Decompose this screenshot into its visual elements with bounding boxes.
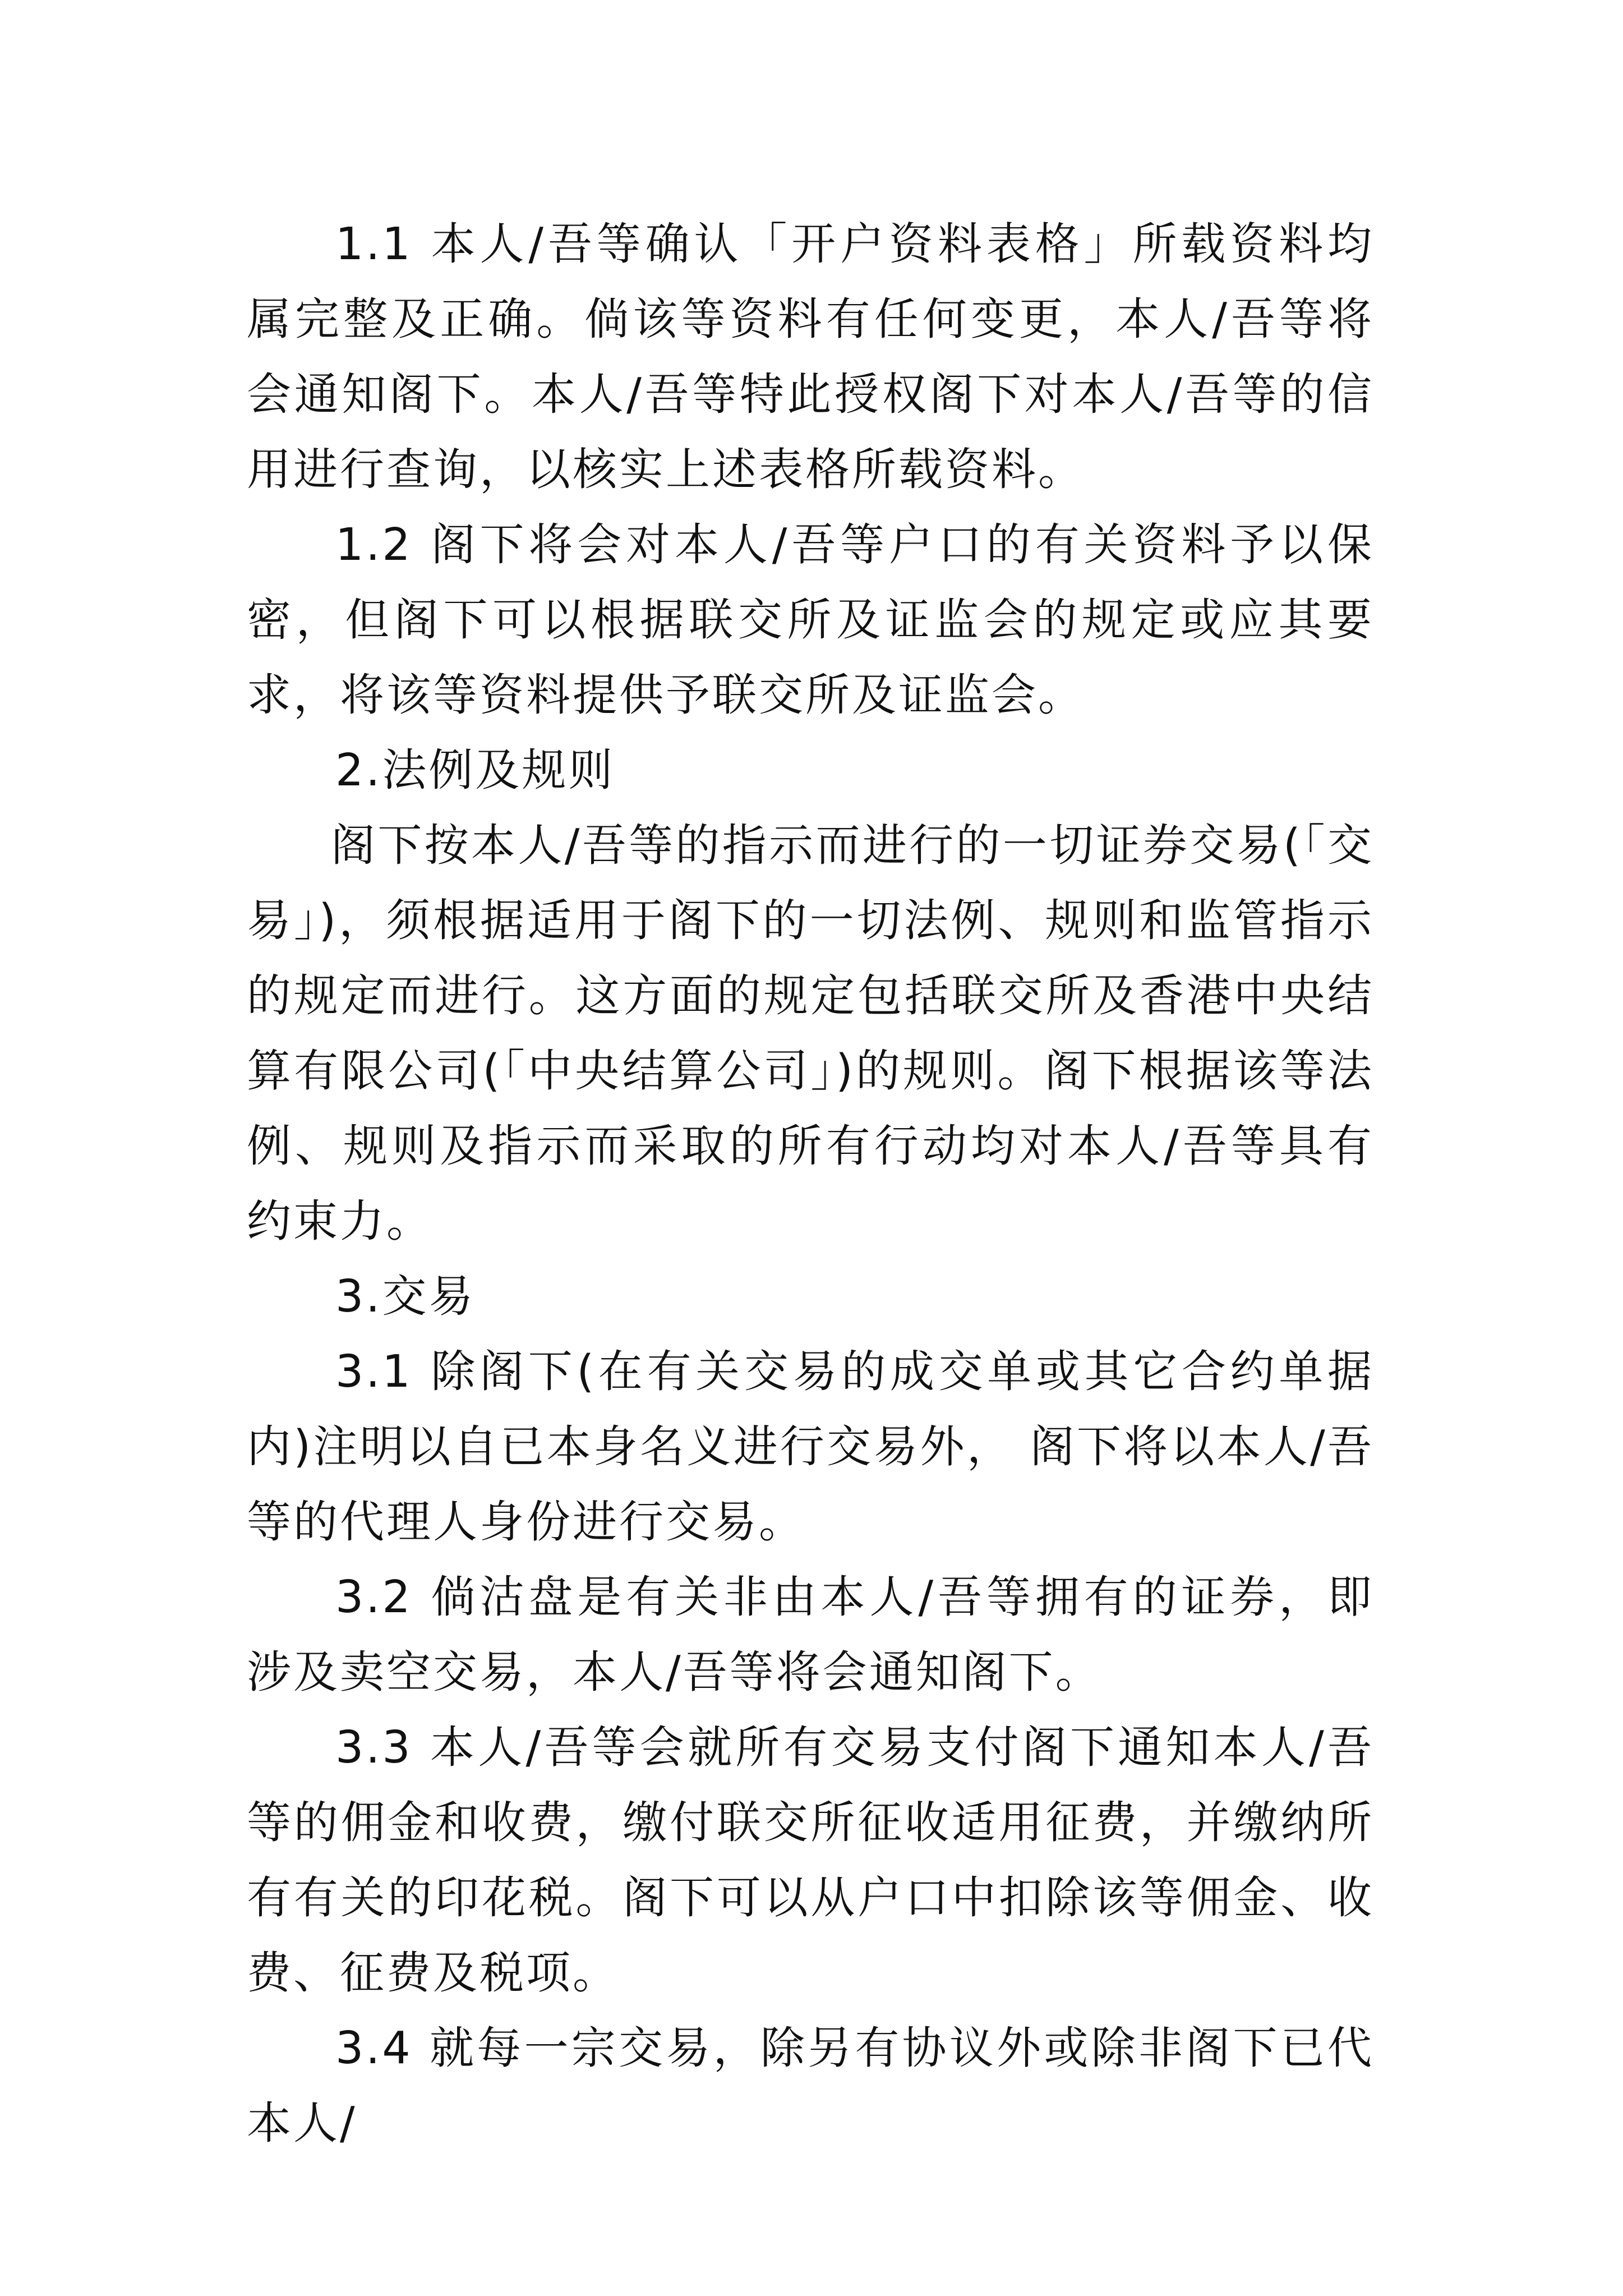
- clause-1-1: 1.1 本人/吾等确认「开户资料表格」所载资料均属完整及正确。倘该等资料有任何变更，本人/吾等将会通知阁下。本人/吾等特此授权阁下对本人/吾等的信用进行查询，以核实上述表格所载资料。: [247, 218, 1374, 495]
- section-heading-2: 2.法例及规则: [335, 744, 615, 796]
- clause-3-4: 3.4 就每一宗交易，除另有协议外或除非阁下已代本人/: [247, 2022, 1374, 2149]
- section-heading-3: 3.交易: [335, 1271, 476, 1322]
- clause-3-2: 3.2 倘沽盘是有关非由本人/吾等拥有的证券，即涉及卖空交易，本人/吾等将会通知阁下。: [247, 1571, 1374, 1698]
- clause-3-3: 3.3 本人/吾等会就所有交易支付阁下通知本人/吾等的佣金和收费，缴付联交所征收适用征费，并缴纳所有有关的印花税。阁下可以从户口中扣除该等佣金、收费、征费及税项。: [247, 1722, 1374, 1999]
- clause-1-2: 1.2 阁下将会对本人/吾等户口的有关资料予以保密，但阁下可以根据联交所及证监会的规定或应其要求，将该等资料提供予联交所及证监会。: [247, 519, 1374, 721]
- clause-3-1: 3.1 除阁下(在有关交易的成交单或其它合约单据内)注明以自已本身名义进行交易外， 阁下将以本人/吾等的代理人身份进行交易。: [247, 1346, 1374, 1548]
- clause-2-body: 阁下按本人/吾等的指示而进行的一切证券交易(「交易」)，须根据适用于阁下的一切法例、规则和监管指示的规定而进行。这方面的规定包括联交所及香港中央结算有限公司(「中央结算公司」)的规则。阁下根据该等法例、规则及指示而采取的所有行动均对本人/吾等具有约束力。: [247, 820, 1374, 1247]
- document-body: [247, 206, 1374, 2161]
